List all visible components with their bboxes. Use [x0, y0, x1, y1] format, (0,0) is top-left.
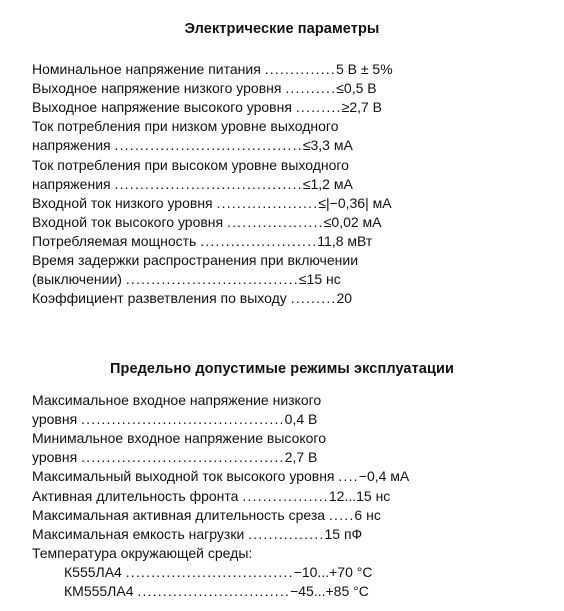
- parameter-row: [32, 232, 372, 250]
- parameter-label: КМ555ЛА4: [64, 583, 134, 599]
- parameter-row: [32, 429, 326, 447]
- parameter-label: Входной ток высокого уровня: [32, 213, 224, 230]
- parameter-value: 6 нс: [354, 506, 381, 523]
- section-limits-title: Предельно допустимые режимы эксплуатации: [109, 361, 454, 377]
- dot-leader: ..............: [264, 61, 336, 77]
- parameter-value: −10...+70 °С: [293, 563, 373, 580]
- parameter-label: Максимальный выходной ток высокого уровня: [32, 468, 335, 485]
- dot-leader: .......................: [200, 232, 318, 249]
- parameter-label: Время задержки распространения при включении: [32, 252, 359, 268]
- dot-leader: ..................................: [125, 271, 299, 288]
- parameter-label: Выходное напряжение высокого уровня: [32, 99, 292, 116]
- parameter-row: [64, 582, 369, 600]
- parameter-value: −45...+85 °С: [290, 583, 369, 599]
- dot-leader: ....: [338, 468, 359, 485]
- section-electrical-title: Электрические параметры: [184, 21, 380, 37]
- parameter-label: Температура окружающей среды:: [32, 544, 253, 561]
- parameter-label: Номинальное напряжение питания: [32, 61, 261, 77]
- parameter-row: [32, 175, 353, 193]
- dot-leader: .........: [290, 290, 337, 307]
- dot-leader: .................: [242, 487, 329, 504]
- dot-leader: ...................: [227, 213, 324, 230]
- parameter-label: К555ЛА4: [64, 563, 122, 580]
- parameter-label: Входной ток низкого уровня: [32, 194, 213, 211]
- parameter-label: Максимальное входное напряжение низкого: [32, 392, 322, 408]
- parameter-label: напряжения: [32, 137, 111, 154]
- parameter-row: [32, 410, 317, 428]
- parameter-row: [32, 467, 409, 485]
- parameter-label: Максимальная активная длительность среза: [32, 506, 326, 523]
- parameter-value: ≤1,2 мА: [302, 175, 353, 192]
- parameter-label: Максимальная емкость нагрузки: [32, 525, 245, 542]
- parameter-row: [32, 117, 339, 135]
- parameter-value: −0,4 мА: [358, 468, 410, 485]
- parameter-row: [32, 289, 352, 307]
- dot-leader: .....: [328, 506, 355, 523]
- parameter-label: Минимальное входное напряжение высокого: [32, 430, 327, 447]
- dot-leader: ..............................: [137, 583, 291, 599]
- parameter-value: 15 пФ: [324, 525, 363, 542]
- parameter-row: [32, 156, 349, 174]
- parameter-row: [32, 98, 382, 116]
- parameter-value: 20: [336, 290, 353, 307]
- dot-leader: ........................................: [81, 411, 285, 428]
- dot-leader: ....................: [216, 194, 319, 211]
- parameter-label: Выходное напряжение низкого уровня: [32, 80, 282, 97]
- parameter-row: [32, 544, 252, 562]
- parameter-label: Потребляемая мощность: [32, 232, 197, 249]
- parameter-row: [32, 136, 353, 154]
- dot-leader: .................................: [125, 563, 294, 580]
- parameter-label: Коэффициент разветвления по выходу: [32, 290, 287, 307]
- parameter-value: ≤0,5 В: [336, 80, 377, 97]
- parameter-label: напряжения: [32, 175, 111, 192]
- parameter-row: [32, 506, 381, 524]
- dot-leader: ...............: [248, 525, 325, 542]
- dot-leader: .....................................: [114, 175, 303, 192]
- parameter-label: уровня: [32, 449, 78, 466]
- parameter-row: [32, 79, 377, 97]
- dot-leader: ........................................: [81, 449, 285, 466]
- parameter-value: 2,7 В: [284, 449, 318, 466]
- parameter-value: ≤0,02 мА: [323, 213, 382, 230]
- dot-leader: .........: [295, 99, 342, 116]
- parameter-row: [32, 487, 390, 505]
- parameter-row: [32, 270, 341, 288]
- parameter-row: [32, 391, 321, 409]
- parameter-label: Ток потребления при низком уровне выходного: [32, 118, 339, 135]
- parameter-row: [32, 448, 317, 466]
- dot-leader: .....................................: [114, 137, 303, 154]
- parameter-value: 5 В ± 5%: [335, 61, 393, 77]
- parameter-row: [32, 60, 393, 78]
- parameter-value: ≤15 нс: [298, 271, 341, 288]
- parameter-value: ≤3,3 мА: [302, 137, 353, 154]
- parameter-label: Активная длительность фронта: [32, 487, 239, 504]
- parameter-row: [32, 194, 392, 212]
- parameter-row: [32, 213, 382, 231]
- parameter-value: 0,4 В: [284, 411, 318, 428]
- parameter-row: [32, 525, 362, 543]
- parameter-value: ≥2,7 В: [341, 99, 383, 116]
- dot-leader: ..........: [285, 80, 337, 97]
- parameter-label: (выключении): [32, 271, 122, 288]
- parameter-row: [32, 251, 358, 269]
- parameter-label: Ток потребления при высоком уровне выходного: [32, 156, 349, 173]
- parameter-row: [64, 563, 372, 581]
- parameter-value: ≤|−0,36| мА: [318, 194, 392, 211]
- parameter-label: уровня: [32, 411, 78, 428]
- parameter-value: 11,8 мВт: [317, 232, 373, 249]
- parameter-value: 12...15 нс: [328, 487, 391, 504]
